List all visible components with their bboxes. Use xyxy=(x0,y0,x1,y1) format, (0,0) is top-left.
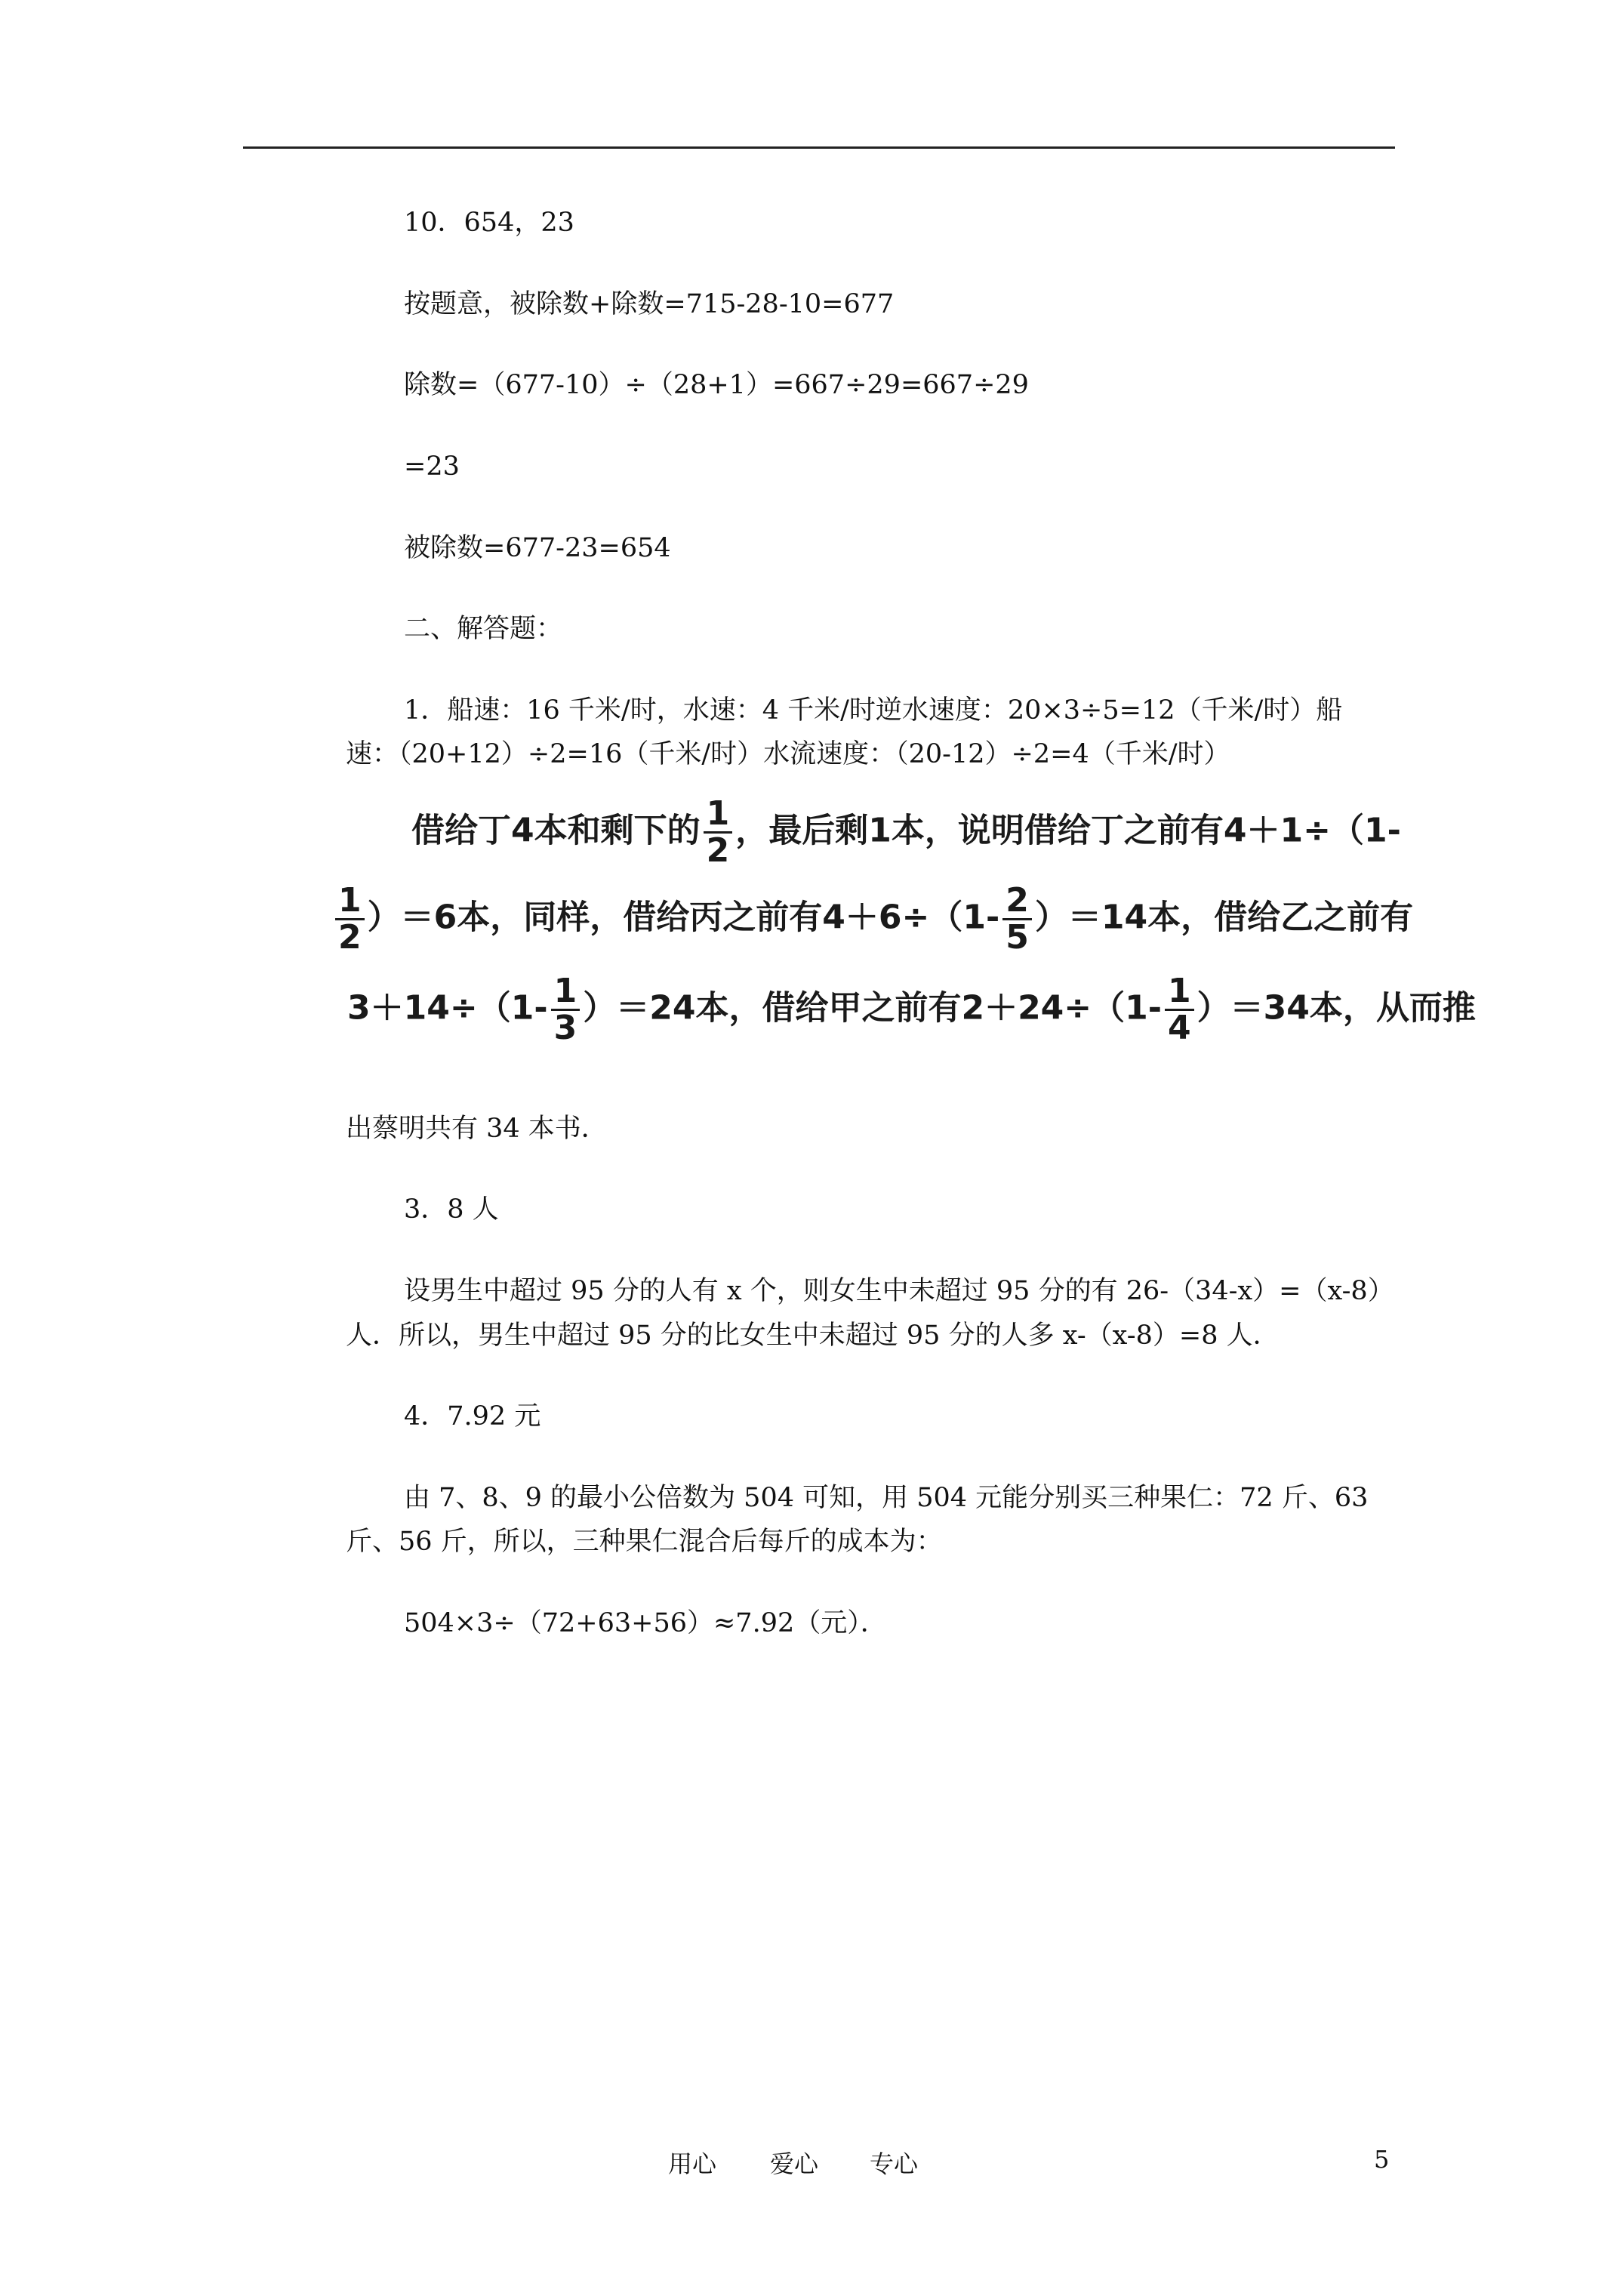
footer-motto-3: 专心 xyxy=(870,2150,919,2178)
q10-step-3: =23 xyxy=(404,451,460,482)
q4-line-2: 斤、56 斤，所以，三种果仁混合后每斤的成本为： xyxy=(346,1527,943,1557)
q1-line-1: 1．船速：16 千米/时，水速：4 千米/时逆水速度：20×3÷5=12（千米/时）船 xyxy=(404,695,1343,726)
fraction-numerator: 1 xyxy=(335,883,365,920)
q3-line-2: 人．所以，男生中超过 95 分的比女生中未超过 95 分的人多 x-（x-8）=8 人． xyxy=(346,1321,1280,1351)
fraction xyxy=(1165,974,1194,1046)
footer-motto-1: 用心 xyxy=(668,2150,717,2178)
q2-text: ）＝14本，借给乙之前有 xyxy=(1034,898,1414,937)
q2-text: ）＝34本，从而推 xyxy=(1196,988,1476,1028)
fraction-denominator: 2 xyxy=(706,831,730,871)
q10-step-2: 除数=（677-10）÷（28+1）=667÷29=667÷29 xyxy=(404,370,1029,400)
q3-answer: 3．8 人 xyxy=(404,1194,499,1225)
fraction-numerator: 1 xyxy=(551,974,581,1011)
q2-text: ，最后剩1本，说明借给丁之前有4＋1÷（1- xyxy=(735,811,1401,850)
footer-motto-2: 爱心 xyxy=(770,2150,819,2178)
q10-step-4: 被除数=677-23=654 xyxy=(404,533,671,563)
fraction xyxy=(551,974,581,1046)
q2-image-row-3 xyxy=(347,974,1476,1046)
q10-step-1: 按题意，被除数+除数=715-28-10=677 xyxy=(404,289,895,319)
page-number: 5 xyxy=(1374,2145,1390,2174)
fraction-denominator: 4 xyxy=(1168,1009,1191,1048)
q2-conclusion: 出蔡明共有 34 本书． xyxy=(346,1114,608,1144)
q2-text: ）＝6本，同样，借给丙之前有4＋6÷（1- xyxy=(367,898,1000,937)
q2-image-row-1 xyxy=(411,794,1401,871)
header-rule xyxy=(243,146,1395,149)
q2-text: 3＋14÷（1- xyxy=(347,988,548,1028)
q4-line-1: 由 7、8、9 的最小公倍数为 504 可知，用 504 元能分别买三种果仁：72 斤、63 xyxy=(404,1483,1369,1513)
fraction-denominator: 2 xyxy=(338,918,362,957)
fraction-numerator: 2 xyxy=(1002,883,1032,920)
q2-text: ）＝24本，借给甲之前有2＋24÷（1- xyxy=(583,988,1163,1028)
q2-text: 借给丁4本和剩下的 xyxy=(411,811,701,850)
fraction-numerator: 1 xyxy=(1165,974,1194,1011)
q4-line-3: 504×3÷（72+63+56）≈7.92（元）． xyxy=(404,1608,887,1638)
fraction xyxy=(704,794,733,871)
fraction-numerator: 1 xyxy=(704,797,733,834)
q3-line-1: 设男生中超过 95 分的人有 x 个，则女生中未超过 95 分的有 26-（34-x）=（x-8） xyxy=(404,1276,1394,1306)
fraction-denominator: 3 xyxy=(553,1009,577,1048)
q2-image-row-2 xyxy=(332,883,1413,955)
section-2-title: 二、解答题： xyxy=(404,614,563,644)
q1-line-2: 速：（20+12）÷2=16（千米/时）水流速度：（20-12）÷2=4（千米/时） xyxy=(346,739,1230,769)
fraction xyxy=(1002,883,1032,955)
fraction xyxy=(335,883,365,955)
fraction-denominator: 5 xyxy=(1006,918,1029,957)
q10-answer: 10．654，23 xyxy=(404,208,574,238)
q4-answer: 4．7.92 元 xyxy=(404,1401,541,1432)
